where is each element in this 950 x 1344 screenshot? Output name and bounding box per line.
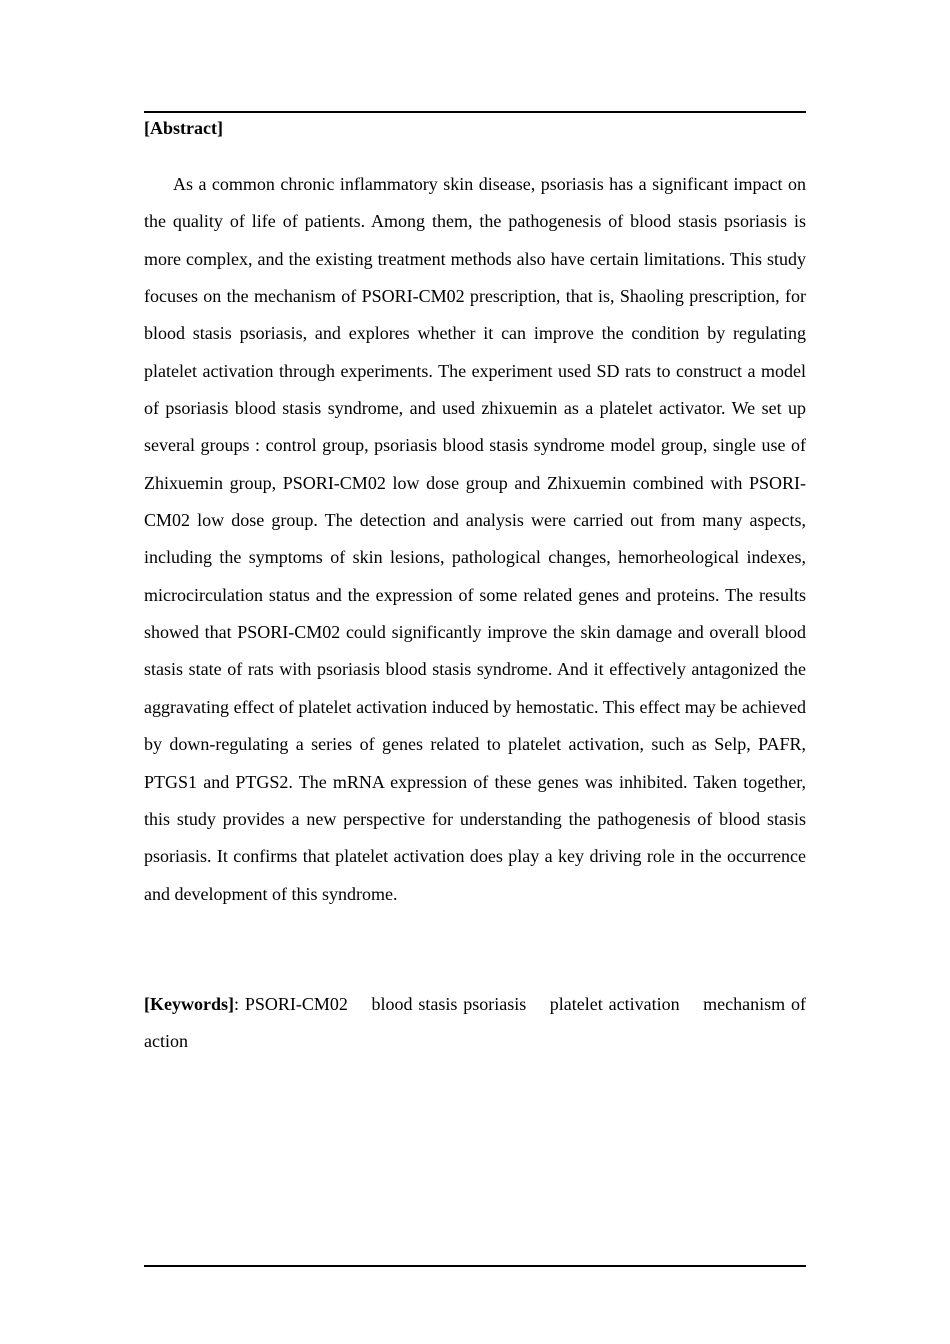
keywords-line <box>144 986 806 1061</box>
bottom-rule <box>144 1265 806 1267</box>
top-rule <box>144 111 806 113</box>
keyword-item: platelet activation <box>549 994 680 1014</box>
keyword-item: PSORI-CM02 <box>244 994 348 1014</box>
keyword-item: blood stasis psoriasis <box>371 994 527 1014</box>
keyword-item: mechanism of action <box>144 994 807 1052</box>
keywords-separator: : <box>233 994 245 1014</box>
abstract-body: As a common chronic inflammatory skin disease, psoriasis has a significant impact on the quality of life of patients. Among them, the pathogenesis of blood stasis psoriasis is more complex, and the existing treatment methods also have certain limitations. This study focuses on the mechanism of PSORI-CM02 prescription, that is, Shaoling prescription, for blood stasis psoriasis, and explores whether it can improve the condition by regulating platelet activation through experiments. The experiment used SD rats to construct a model of psoriasis blood stasis syndrome, and used zhixuemin as a platelet activator. We set up several groups : control group, psoriasis blood stasis syndrome model group, single use of Zhixuemin group, PSORI-CM02 low dose group and Zhixuemin combined with PSORI-CM02 low dose group. The detection and analysis were carried out from many aspects, including the symptoms of skin lesions, pathological changes, hemorheological indexes, microcirculation status and the expression of some related genes and proteins. The results showed that PSORI-CM02 could significantly improve the skin damage and overall blood stasis state of rats with psoriasis blood stasis syndrome. And it effectively antagonized the aggravating effect of platelet activation induced by hemostatic. This effect may be achieved by down-regulating a series of genes related to platelet activation, such as Selp, PAFR, PTGS1 and PTGS2. The mRNA expression of these genes was inhibited. Taken together, this study provides a new perspective for understanding the pathogenesis of blood stasis psoriasis. It confirms that platelet activation does play a key driving role in the occurrence and development of this syndrome. <box>144 174 806 904</box>
abstract-heading: [Abstract] <box>144 118 223 138</box>
keywords-label: [Keywords] <box>144 994 234 1014</box>
